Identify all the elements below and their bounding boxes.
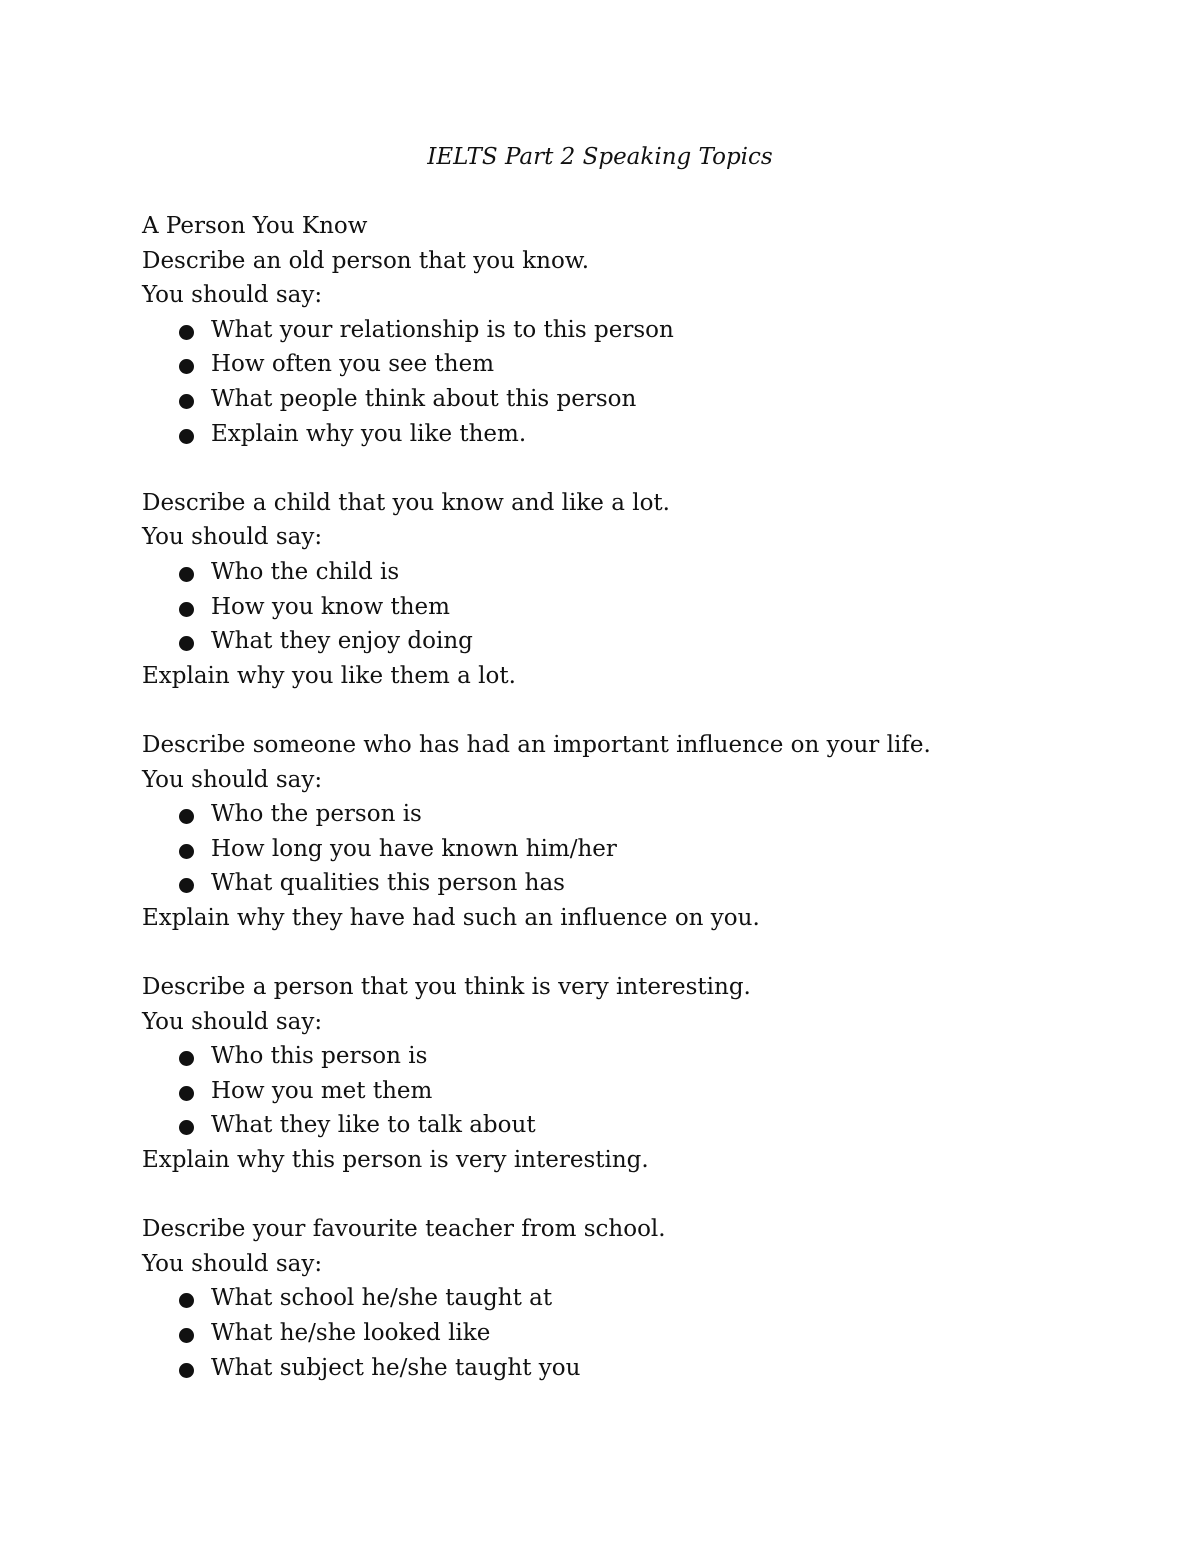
bullet-icon	[179, 809, 194, 824]
topic-block	[142, 1212, 1122, 1385]
paragraph-gap	[142, 693, 1122, 728]
list-item: What he/she looked like	[142, 1316, 1122, 1351]
page-title: IELTS Part 2 Speaking Topics	[427, 144, 773, 170]
document-body	[142, 209, 1122, 1385]
say-label: You should say:	[142, 766, 323, 793]
bullet-icon	[179, 1120, 194, 1135]
list-item: How you met them	[142, 1074, 1122, 1109]
list-item: What they enjoy doing	[142, 624, 1122, 659]
section-heading: A Person You Know	[142, 213, 368, 239]
bullet-icon	[179, 844, 194, 859]
list-item: Who this person is	[142, 1039, 1122, 1074]
list-item: Explain why you like them.	[142, 417, 1122, 452]
topic-prompt: Describe someone who has had an important influence on your life.	[142, 731, 931, 758]
list-item: How long you have known him/her	[142, 832, 1122, 867]
say-label: You should say:	[142, 1250, 323, 1277]
bullet-icon	[179, 1363, 194, 1378]
topic-explain: Explain why you like them a lot.	[142, 662, 516, 689]
list-item: Who the person is	[142, 797, 1122, 832]
bullet-icon	[179, 429, 194, 444]
topic-block	[142, 486, 1122, 694]
topic-explain: Explain why this person is very interesting.	[142, 1147, 649, 1174]
topic-block	[142, 244, 1122, 452]
bullet-icon	[179, 878, 194, 893]
bullet-icon	[179, 394, 194, 409]
list-item: How often you see them	[142, 347, 1122, 382]
list-item: What people think about this person	[142, 382, 1122, 417]
list-item: What qualities this person has	[142, 866, 1122, 901]
topic-block	[142, 728, 1122, 936]
topic-prompt: Describe a person that you think is very interesting.	[142, 974, 751, 1001]
bullet-icon	[179, 636, 194, 651]
bullet-icon	[179, 567, 194, 582]
paragraph-gap	[142, 935, 1122, 970]
bullet-icon	[179, 325, 194, 340]
topic-explain: Explain why they have had such an influence on you.	[142, 904, 760, 931]
topic-prompt: Describe your favourite teacher from school.	[142, 1216, 666, 1243]
say-label: You should say:	[142, 282, 323, 309]
bullet-icon	[179, 359, 194, 374]
bullet-icon	[179, 1328, 194, 1343]
bullet-icon	[179, 1293, 194, 1308]
list-item: What school he/she taught at	[142, 1281, 1122, 1316]
bullet-icon	[179, 1051, 194, 1066]
list-item: How you know them	[142, 590, 1122, 625]
paragraph-gap	[142, 1178, 1122, 1213]
topic-prompt: Describe a child that you know and like a lot.	[142, 489, 670, 516]
bullet-icon	[179, 602, 194, 617]
topic-prompt: Describe an old person that you know.	[142, 247, 590, 274]
list-item: What subject he/she taught you	[142, 1351, 1122, 1386]
list-item: Who the child is	[142, 555, 1122, 590]
paragraph-gap	[142, 451, 1122, 486]
say-label: You should say:	[142, 1008, 323, 1035]
topic-block	[142, 970, 1122, 1178]
list-item: What they like to talk about	[142, 1108, 1122, 1143]
list-item: What your relationship is to this person	[142, 313, 1122, 348]
bullet-icon	[179, 1086, 194, 1101]
say-label: You should say:	[142, 524, 323, 551]
